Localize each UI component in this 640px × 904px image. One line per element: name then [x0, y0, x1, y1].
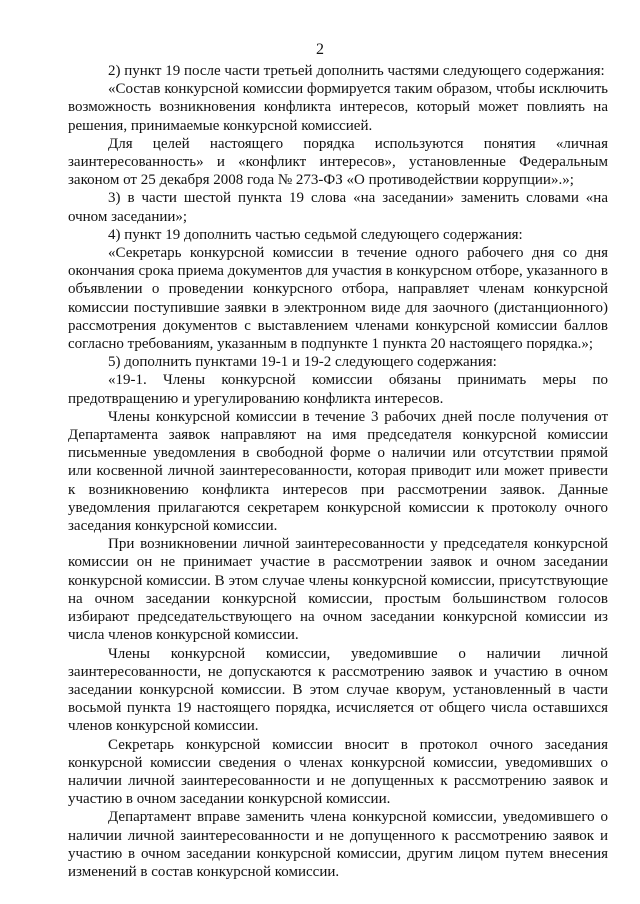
- paragraph-amendment-4: 4) пункт 19 дополнить частью седьмой следующего содержания:: [108, 226, 523, 243]
- document-body: [68, 62, 608, 881]
- paragraph-notifications: Члены конкурсной комиссии в течение 3 рабочих дней после получения от Департамента заявок направляют на имя председателя конкурсной комиссии письменные уведомления в свободной форме о наличии или отсутствии прямой или косвенной личной заинтересованности, которая приводит или может привести к возникновению конфликта интересов при рассмотрении заявок. Данные уведомления прилагаются секретарем конкурсной комиссии к протоколу очного заседания конкурсной комиссии.: [68, 408, 608, 535]
- paragraph-amendment-5: 5) дополнить пунктами 19-1 и 19-2 следующего содержания:: [108, 354, 497, 371]
- paragraph-amendment-3: 3) в части шестой пункта 19 слова «на заседании» заменить словами «на очном заседании»;: [68, 190, 608, 225]
- page-number: 2: [316, 41, 324, 58]
- paragraph-19-1: «19-1. Члены конкурсной комиссии обязаны принимать меры по предотвращению и урегулированию конфликта интересов.: [68, 372, 608, 407]
- paragraph-amendment-2: 2) пункт 19 после части третьей дополнить частями следующего содержания:: [108, 63, 605, 79]
- paragraph-protocol: Секретарь конкурсной комиссии вносит в протокол очного заседания конкурсной комиссии сведения о членах конкурсной комиссии, уведомивших о наличии личной заинтересованности и не допущенных к рассмотрению заявок и участию в очном заседании конкурсной комиссии.: [68, 736, 608, 808]
- paragraph-member-exclusion: Члены конкурсной комиссии, уведомившие о наличии личной заинтересованности, не допускаются к рассмотрению заявок и участию в очном заседании конкурсной комиссии. В этом случае кворум, установленный в части восьмой пункта 19 настоящего порядка, исчисляется от общего числа оставшихся членов конкурсной комиссии.: [68, 645, 608, 735]
- paragraph-replacement: Департамент вправе заменить члена конкурсной комиссии, уведомившего о наличии личной заинтересованности и не допущенного к рассмотрению заявок и участию в очном заседании конкурсной комиссии, другим лицом путем внесения изменений в состав конкурсной комиссии.: [68, 809, 608, 880]
- paragraph-definitions: Для целей настоящего порядка используются понятия «личная заинтересованность» и «конфликт интересов», установленные Федеральным законом от 25 декабря 2008 года № 273-ФЗ «О противодействии коррупции».»;: [68, 135, 608, 189]
- paragraph-chairman-interest: При возникновении личной заинтересованности у председателя конкурсной комиссии он не принимает участие в рассмотрении заявок и очном заседании конкурсной комиссии. В этом случае члены конкурсной комиссии, присутствующие на очном заседании конкурсной комиссии, простым большинством голосов избирают председательствующего на очном заседании конкурсной комиссии из числа членов конкурсной комиссии.: [68, 536, 608, 644]
- paragraph-secretary-duties: «Секретарь конкурсной комиссии в течение одного рабочего дня со дня окончания срока приема документов для участия в конкурсном отборе, указанного в объявлении о проведении конкурсного отбора, направляет членам конкурсной комиссии поступившие заявки в электронном виде для заочного (дистанционного) рассмотрения документов с выставлением членами конкурсной комиссии баллов согласно требованиям, указанным в подпункте 1 пункта 20 настоящего порядка.»;: [68, 245, 608, 353]
- paragraph-commission-composition: «Состав конкурсной комиссии формируется таким образом, чтобы исключить возможность возникновения конфликта интересов, который может повлиять на решения, принимаемые конкурсной комиссией.: [68, 81, 608, 134]
